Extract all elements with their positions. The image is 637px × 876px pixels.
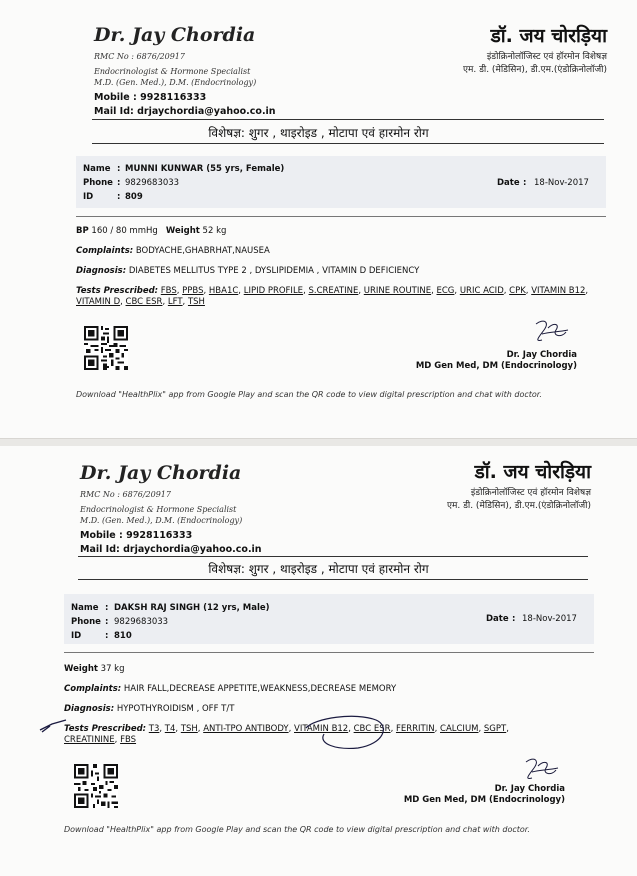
pen-tick-mark bbox=[36, 716, 76, 740]
complaints-label: Complaints: bbox=[64, 684, 122, 694]
diagnosis-value: DIABETES MELLITUS TYPE 2 , DYSLIPIDEMIA , VITAMIN D DEFICIENCY bbox=[128, 266, 420, 276]
colon: : bbox=[105, 603, 109, 613]
test-item: ANTI-TPO ANTIBODY bbox=[203, 724, 289, 734]
weight-value: 37 kg bbox=[100, 664, 125, 674]
tests-list: FBS, PPBS, HBA1C, LIPID PROFILE, S.CREATINE, URINE ROUTINE, ECG, URIC ACID, CPK, VITAMIN B12, VITAMIN D, CBC ESR, LFT, TSH bbox=[76, 286, 589, 307]
complaints-label: Complaints: bbox=[76, 246, 134, 256]
qr-code bbox=[74, 764, 118, 808]
test-item: VITAMIN B12 bbox=[531, 286, 586, 296]
signature-scribble bbox=[520, 756, 560, 786]
doctor-name-hindi: डॉ. जय चोरड़िया bbox=[490, 25, 607, 47]
signature-degree: MD Gen Med, DM (Endocrinology) bbox=[415, 361, 577, 371]
qr-code bbox=[84, 326, 128, 370]
phone-label: Phone bbox=[83, 178, 113, 188]
diagnosis-value: HYPOTHYROIDISM , OFF T/T bbox=[116, 704, 235, 714]
doctor-name: Dr. Jay Chordia bbox=[94, 24, 256, 46]
header-divider-bottom bbox=[78, 579, 588, 580]
weight-label: Weight bbox=[64, 664, 98, 674]
footer-note: Download "HealthPlix" app from Google Play and scan the QR code to view digital prescription and chat with doctor. bbox=[76, 390, 542, 399]
test-item: FBS bbox=[120, 735, 137, 745]
patient-divider bbox=[76, 216, 606, 217]
patient-name: MUNNI KUNWAR (55 yrs, Female) bbox=[125, 164, 285, 174]
patient-phone: 9829683033 bbox=[114, 617, 169, 627]
colon: : bbox=[117, 164, 121, 174]
bp-value: 160 / 80 mmHg bbox=[91, 226, 158, 236]
complaints-line bbox=[76, 246, 270, 256]
test-item: T3 bbox=[148, 724, 160, 734]
tests-label: Tests Prescribed: bbox=[64, 724, 147, 734]
doctor-specialty-hindi: इंडोक्रिनोलॉजिस्ट एवं हॉरमोन विशेषज्ञ bbox=[486, 52, 607, 62]
test-item: HBA1C bbox=[208, 286, 239, 296]
header-divider-bottom bbox=[92, 143, 604, 144]
date-label: Date bbox=[486, 614, 509, 624]
header-divider bbox=[92, 119, 604, 120]
name-label: Name bbox=[71, 603, 99, 613]
doctor-name: Dr. Jay Chordia bbox=[80, 462, 242, 484]
doctor-degrees-hindi: एम. डी. (मेडिसिन), डी.एम.(एंडोक्रिनोलॉजी) bbox=[462, 65, 607, 75]
colon: : bbox=[105, 617, 109, 627]
colon: : bbox=[105, 631, 109, 641]
doctor-degrees: M.D. (Gen. Med.), D.M. (Endocrinology) bbox=[94, 78, 257, 87]
specialization-banner: विशेषज्ञ: शुगर , थाइरोइड , मोटापा एवं हारमोन रोग bbox=[208, 562, 429, 576]
doctor-specialty: Endocrinologist & Hormone Specialist bbox=[94, 67, 251, 76]
diagnosis-label: Diagnosis: bbox=[76, 266, 127, 276]
test-item: VITAMIN B12 bbox=[294, 724, 349, 734]
tests-list: T3, T4, TSH, ANTI-TPO ANTIBODY, VITAMIN B12, CBC ESR, FERRITIN, CALCIUM, SGPT, CREATININE, FBS bbox=[64, 724, 509, 745]
test-item: PPBS bbox=[182, 286, 204, 296]
test-item: FBS bbox=[160, 286, 177, 296]
colon: : bbox=[117, 178, 121, 188]
patient-id: 810 bbox=[114, 631, 132, 641]
test-item: T4 bbox=[164, 724, 176, 734]
date-label: Date bbox=[497, 178, 520, 188]
doctor-name-hindi: डॉ. जय चोरड़िया bbox=[474, 461, 591, 483]
diagnosis-label: Diagnosis: bbox=[64, 704, 115, 714]
doctor-degrees-hindi: एम. डी. (मेडिसिन), डी.एम.(एंडोक्रिनोलॉजी) bbox=[446, 501, 591, 511]
patient-divider bbox=[64, 652, 594, 653]
colon: : bbox=[523, 178, 527, 188]
test-item: URIC ACID bbox=[459, 286, 504, 296]
weight-value: 52 kg bbox=[202, 226, 227, 236]
test-item: VITAMIN D bbox=[76, 297, 121, 307]
doctor-specialty: Endocrinologist & Hormone Specialist bbox=[80, 505, 237, 514]
bp-label: BP bbox=[76, 226, 89, 236]
patient-phone: 9829683033 bbox=[125, 178, 180, 188]
test-item: FERRITIN bbox=[395, 724, 435, 734]
signature-name: Dr. Jay Chordia bbox=[506, 350, 577, 360]
prescription-sheet-2 bbox=[0, 446, 637, 876]
doctor-email: Mail Id: drjaychordia@yahoo.co.in bbox=[94, 106, 276, 117]
test-item: URINE ROUTINE bbox=[363, 286, 432, 296]
test-item: TSH bbox=[180, 724, 198, 734]
phone-label: Phone bbox=[71, 617, 101, 627]
doctor-degrees: M.D. (Gen. Med.), D.M. (Endocrinology) bbox=[80, 516, 243, 525]
complaints-value: BODYACHE,GHABRHAT,NAUSEA bbox=[135, 246, 270, 256]
patient-name: DAKSH RAJ SINGH (12 yrs, Male) bbox=[114, 603, 270, 613]
test-item: CBC ESR bbox=[353, 724, 391, 734]
doctor-email: Mail Id: drjaychordia@yahoo.co.in bbox=[80, 544, 262, 555]
diagnosis-line bbox=[76, 266, 419, 276]
prescription-date: 18-Nov-2017 bbox=[522, 614, 577, 624]
test-item: LIPID PROFILE bbox=[243, 286, 304, 296]
rmc-number: RMC No : 6876/20917 bbox=[80, 490, 171, 499]
signature-degree: MD Gen Med, DM (Endocrinology) bbox=[403, 795, 565, 805]
test-item: CBC ESR bbox=[125, 297, 163, 307]
signature-scribble bbox=[530, 318, 570, 346]
colon: : bbox=[512, 614, 516, 624]
diagnosis-line bbox=[64, 704, 234, 714]
tests-label: Tests Prescribed: bbox=[76, 286, 159, 296]
vitals-line bbox=[64, 664, 125, 674]
test-item: CALCIUM bbox=[440, 724, 479, 734]
test-item: ECG bbox=[436, 286, 455, 296]
doctor-mobile: Mobile : 9928116333 bbox=[94, 92, 207, 103]
tests-block bbox=[76, 286, 596, 308]
test-item: TSH bbox=[187, 297, 205, 307]
header-divider bbox=[78, 556, 588, 557]
id-label: ID bbox=[71, 631, 82, 641]
signature-name: Dr. Jay Chordia bbox=[494, 784, 565, 794]
id-label: ID bbox=[83, 192, 94, 202]
test-item: S.CREATINE bbox=[308, 286, 359, 296]
rmc-number: RMC No : 6876/20917 bbox=[94, 52, 185, 61]
patient-id: 809 bbox=[125, 192, 143, 202]
test-item: CREATININE bbox=[64, 735, 115, 745]
complaints-value: HAIR FALL,DECREASE APPETITE,WEAKNESS,DECREASE MEMORY bbox=[123, 684, 397, 694]
doctor-mobile: Mobile : 9928116333 bbox=[80, 530, 193, 541]
weight-label: Weight bbox=[165, 226, 200, 236]
prescription-date: 18-Nov-2017 bbox=[534, 178, 589, 188]
complaints-line bbox=[64, 684, 396, 694]
pen-circle-mark bbox=[296, 710, 396, 754]
test-item: CPK bbox=[509, 286, 526, 296]
footer-note: Download "HealthPlix" app from Google Play and scan the QR code to view digital prescription and chat with doctor. bbox=[64, 825, 530, 834]
vitals-line bbox=[76, 226, 226, 236]
test-item: LFT bbox=[167, 297, 183, 307]
specialization-banner: विशेषज्ञ: शुगर , थाइरोइड , मोटापा एवं हारमोन रोग bbox=[208, 126, 429, 140]
doctor-specialty-hindi: इंडोक्रिनोलॉजिस्ट एवं हॉरमोन विशेषज्ञ bbox=[470, 488, 591, 498]
colon: : bbox=[117, 192, 121, 202]
test-item: SGPT bbox=[483, 724, 507, 734]
name-label: Name bbox=[83, 164, 111, 174]
